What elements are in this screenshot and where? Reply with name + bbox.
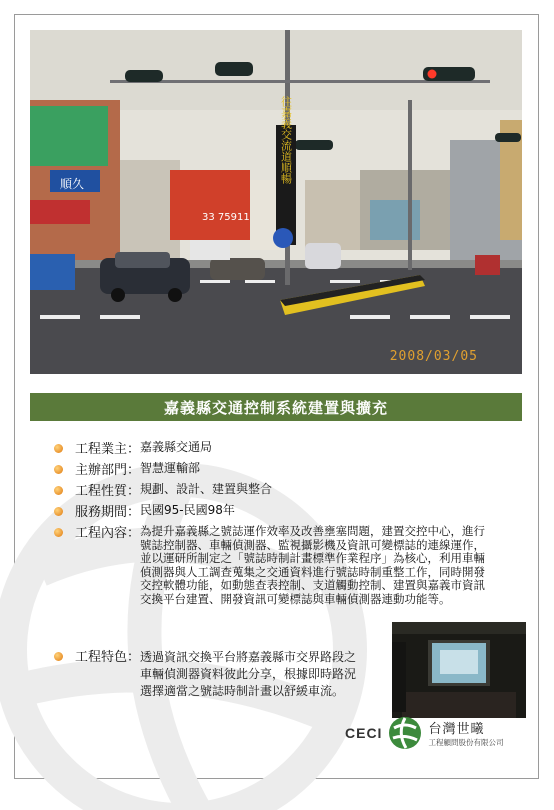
traffic-intersection-photo (30, 30, 522, 374)
monitor-screen-scene (392, 622, 526, 718)
feature-text: 透過資訊交換平台將嘉義縣市交界路段之車輛偵測器資料彼此分享，根據即時路況選擇適當之號誌時制計畫以舒緩車流。 (140, 650, 357, 698)
company-name (428, 718, 503, 748)
info-value: 規劃、設計、建置與整合 (140, 482, 273, 496)
shop-sign-text: 順久 (60, 177, 85, 191)
company-name-sub: 工程顧問股份有限公司 (428, 738, 504, 747)
project-feature (54, 646, 358, 700)
bullet-icon (54, 486, 63, 495)
info-value: 智慧運輸部 (140, 461, 201, 475)
info-content-text: 為提升嘉義縣之號誌運作效率及改善壅塞問題，建置交控中心，進行號誌控制器、車輛偵測器、監視攝影機及資訊可變標誌的連線運作，並以運研所制定之「號誌時制計畫標準作業程序」為核心，利用車輛偵測器與人工調查蒐集之交通資料進行號誌時制重整工作，同時開發交控軟體功能，如動態查表控制、支道觸動控制、建置與嘉義市資訊交換平台建置、開發資訊可變標誌與車輛偵測器連動功能等。 (140, 524, 486, 606)
info-value: 民國95-民國98年 (140, 503, 235, 517)
ceci-globe-icon (388, 716, 422, 750)
info-value: 嘉義縣交通局 (140, 440, 213, 454)
info-label: 工程業主： (75, 442, 141, 457)
info-label: 工程內容： (75, 526, 141, 541)
info-row-department (54, 459, 524, 478)
ceci-wordmark: CECI (345, 725, 383, 741)
bullet-icon (54, 507, 63, 516)
street-scene (30, 30, 522, 374)
info-row-period (54, 501, 524, 520)
control-room-photo (392, 622, 526, 718)
project-info-list (54, 438, 524, 609)
bullet-icon (54, 444, 63, 453)
info-label: 服務期間： (75, 505, 141, 520)
company-logo (345, 716, 503, 750)
info-row-content (54, 522, 524, 607)
bullet-icon (54, 528, 63, 537)
feature-label: 工程特色： (75, 650, 141, 665)
led-sign-text: 往嘉義交流道順暢 (279, 96, 293, 184)
info-label: 工程性質： (75, 484, 141, 499)
company-name-cn: 台灣世曦 (428, 722, 485, 737)
phone-sign-text: 33 75911 (202, 212, 250, 223)
project-title: 嘉義縣交通控制系統建置與擴充 (163, 398, 388, 417)
bullet-icon (54, 465, 63, 474)
project-title-bar (30, 393, 522, 421)
bullet-icon (54, 652, 63, 661)
info-row-owner (54, 438, 524, 457)
info-label: 主辦部門： (75, 463, 141, 478)
info-row-nature (54, 480, 524, 499)
photo-date-stamp: 2008/03/05 (389, 349, 478, 364)
